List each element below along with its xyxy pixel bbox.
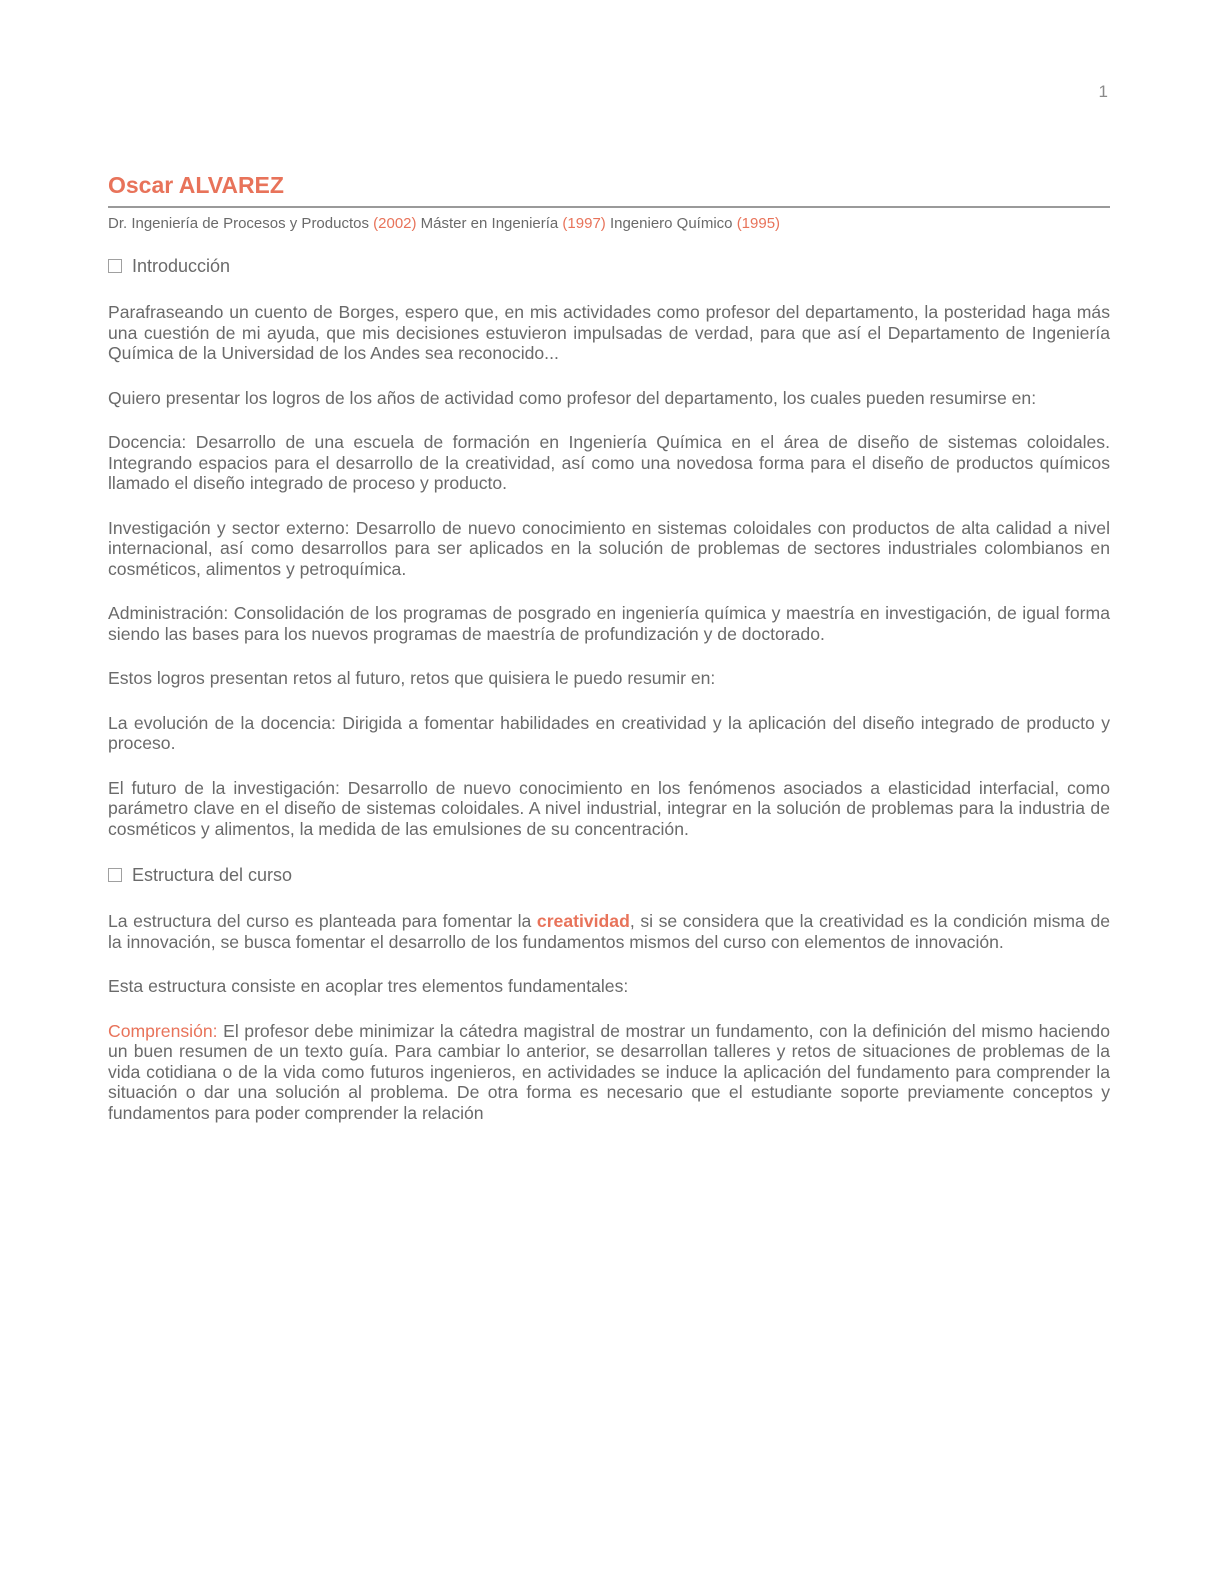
paragraph: Parafraseando un cuento de Borges, espero que, en mis actividades como profesor del departamento, la posteridad haga más una cuestión de mi ayuda, que mis decisiones estuvieron impulsadas de verdad, para que así el Departamento de Ingeniería Química de la Universidad de los Andes sea reconocido...: [108, 302, 1110, 363]
paragraph-text: , si se considera que la creatividad es la condición misma de la innovación, se busca fomentar el desarrollo de los fundamentos mismos del curso con elementos de innovación.: [108, 911, 1111, 952]
paragraph: [108, 911, 1110, 952]
paragraph: Administración: Consolidación de los programas de posgrado en ingeniería química y maestría en investigación, de igual forma siendo las bases para los nuevos programas de maestría de profundización y de doctorado.: [108, 603, 1110, 644]
degrees-line: [108, 214, 1110, 234]
paragraph: Estos logros presentan retos al futuro, retos que quisiera le puedo resumir en:: [108, 668, 716, 688]
section-heading-intro: [108, 254, 1110, 278]
paragraph: Esta estructura consiste en acoplar tres elementos fundamentales:: [108, 976, 629, 996]
section-heading-label: Introducción: [132, 256, 231, 276]
square-bullet-icon: [108, 868, 122, 882]
paragraph: [108, 1021, 1110, 1124]
section-heading-label: Estructura del curso: [132, 865, 293, 885]
paragraph-text: La estructura del curso es planteada para fomentar la: [108, 911, 537, 931]
paragraph: Quiero presentar los logros de los años de actividad como profesor del departamento, los cuales pueden resumirse en:: [108, 387, 1037, 408]
degree-year: (2002): [373, 215, 417, 232]
author-name: Oscar ALVAREZ: [108, 172, 284, 198]
degree-text: Máster en Ingeniería: [416, 215, 563, 232]
page-content: [108, 170, 1110, 1147]
paragraph: La evolución de la docencia: Dirigida a fomentar habilidades en creatividad y la aplicación del diseño integrado de producto y proceso.: [108, 712, 1110, 753]
paragraph: Docencia: Desarrollo de una escuela de formación en Ingeniería Química en el área de diseño de sistemas coloidales. Integrando espacios para el desarrollo de la creatividad, así como una novedosa forma para el diseño de productos químicos llamado el diseño integrado de proceso y producto.: [108, 432, 1110, 493]
degree-year: (1995): [736, 215, 781, 232]
degree-text: Ingeniero Químico: [605, 215, 737, 232]
paragraph: Investigación y sector externo: Desarrollo de nuevo conocimiento en sistemas coloidales con productos de alta calidad a nivel internacional, así como desarrollos para ser aplicados en la solución de problemas de sectores industriales colombianos en cosméticos, alimentos y petroquímica.: [108, 517, 1110, 579]
paragraph-text: El profesor debe minimizar la cátedra magistral de mostrar un fundamento, con la definición del mismo haciendo un buen resumen de un texto guía. Para cambiar lo anterior, se desarrollan talleres y retos de situaciones de problemas de la vida cotidiana o de la vida como futuros ingenieros, en actividades se induce la aplicación del fundamento para comprender la situación o dar una solución al problema. De otra forma es necesario que el estudiante soporte previamente conceptos y fundamentos para poder comprender la relación: [108, 1020, 1110, 1123]
section-heading-course: [108, 863, 1110, 887]
header-rule: [108, 206, 1110, 208]
highlighted-term: Comprensión:: [108, 1020, 218, 1041]
square-bullet-icon: [108, 259, 122, 273]
degree-text: Dr. Ingeniería de Procesos y Productos: [108, 215, 374, 232]
highlighted-term: creatividad: [536, 911, 630, 931]
page-number: 1: [1098, 82, 1108, 101]
paragraph: El futuro de la investigación: Desarrollo de nuevo conocimiento en los fenómenos asociados a elasticidad interfacial, como parámetro clave en el diseño de sistemas coloidales. A nivel industrial, integrar en la solución de problemas para la industria de cosméticos y alimentos, la medida de las emulsiones de su concentración.: [108, 777, 1110, 839]
degree-year: (1997): [562, 215, 606, 232]
